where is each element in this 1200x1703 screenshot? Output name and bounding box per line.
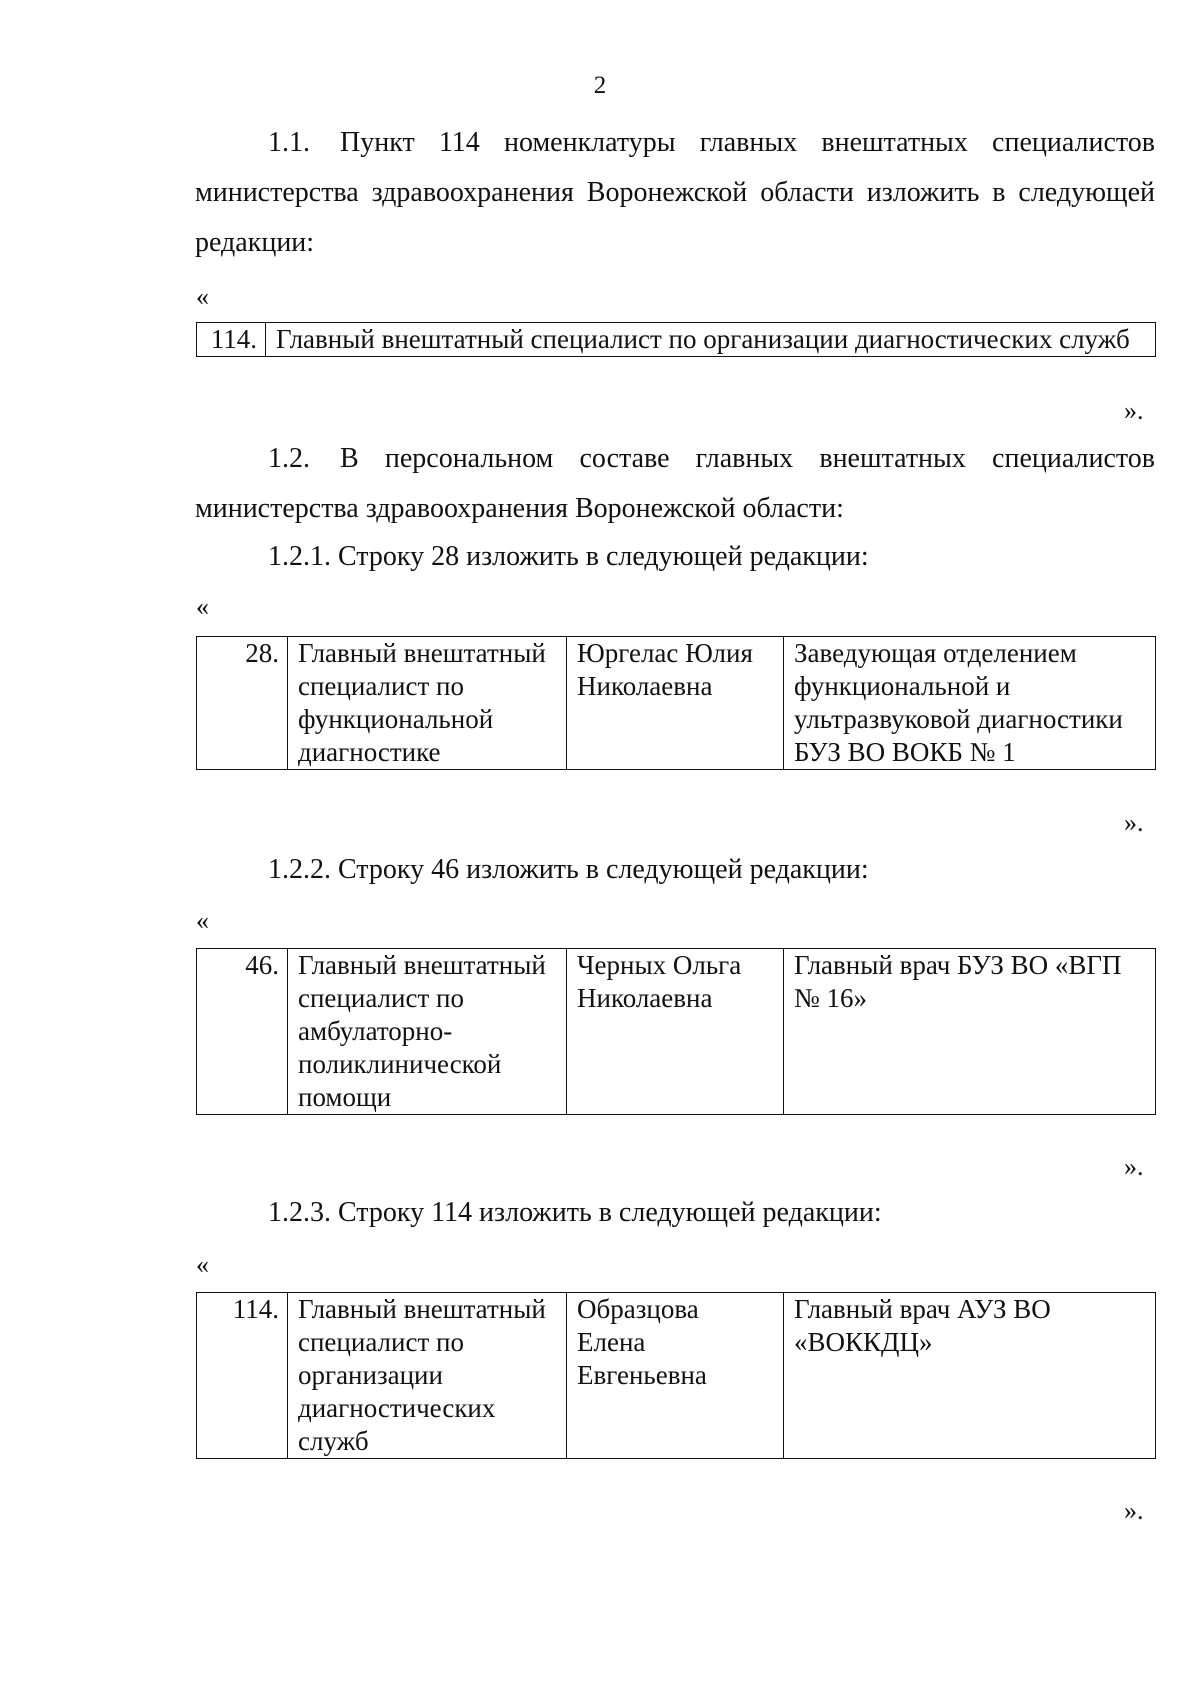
paragraph-text: В персональном составе главных внештатных специалистов министерства здравоохранения Воронежской области: — [195, 443, 1155, 524]
paragraph-1-2 — [195, 434, 1155, 534]
paragraph-number: 1.2. — [268, 443, 310, 474]
opening-quote: « — [196, 282, 209, 311]
closing-quote: ». — [1124, 808, 1144, 837]
closing-quote: ». — [1124, 1496, 1144, 1525]
row-number: 28. — [197, 637, 288, 770]
page-number: 2 — [593, 72, 607, 99]
row-post: Главный внештатный специалист по амбулаторно-поликлинической помощи — [288, 949, 567, 1115]
closing-quote: ». — [1124, 1152, 1144, 1181]
row-position: Заведующая отделением функциональной и ультразвуковой диагностики БУЗ ВО ВОКБ № 1 — [784, 637, 1156, 770]
paragraph-number: 1.1. — [268, 127, 310, 158]
paragraph-1-2-2: 1.2.2. Строку 46 изложить в следующей редакции: — [268, 854, 869, 885]
row-number: 114. — [197, 1293, 288, 1459]
table-row — [197, 1293, 1156, 1459]
paragraph-1-2-1: 1.2.1. Строку 28 изложить в следующей редакции: — [268, 541, 869, 572]
opening-quote: « — [196, 1250, 209, 1279]
row-number: 114. — [197, 323, 266, 357]
row-person-name: Юргелас Юлия Николаевна — [567, 637, 784, 770]
paragraph-1-2-3: 1.2.3. Строку 114 изложить в следующей редакции: — [268, 1197, 882, 1228]
paragraph-1-1 — [195, 118, 1155, 268]
table-row — [197, 637, 1156, 770]
table-row — [197, 323, 1156, 357]
row-114-table — [196, 1292, 1156, 1459]
row-post: Главный внештатный специалист по функциональной диагностике — [288, 637, 567, 770]
row-46-table — [196, 948, 1156, 1115]
row-position: Главный врач БУЗ ВО «ВГП № 16» — [784, 949, 1156, 1115]
row-person-name: Образцова Елена Евгеньевна — [567, 1293, 784, 1459]
closing-quote: ». — [1124, 396, 1144, 425]
row-person-name: Черных Ольга Николаевна — [567, 949, 784, 1115]
nomenclature-table — [196, 322, 1156, 357]
row-position: Главный врач АУЗ ВО «ВОККДЦ» — [784, 1293, 1156, 1459]
paragraph-text: Пункт 114 номенклатуры главных внештатных специалистов министерства здравоохранения Воронежской области изложить в следующей редакции: — [195, 127, 1155, 258]
table-row — [197, 949, 1156, 1115]
row-28-table — [196, 636, 1156, 770]
opening-quote: « — [196, 906, 209, 935]
row-title: Главный внештатный специалист по организации диагностических служб — [266, 323, 1156, 357]
row-post: Главный внештатный специалист по организации диагностических служб — [288, 1293, 567, 1459]
row-number: 46. — [197, 949, 288, 1115]
opening-quote: « — [196, 592, 209, 621]
